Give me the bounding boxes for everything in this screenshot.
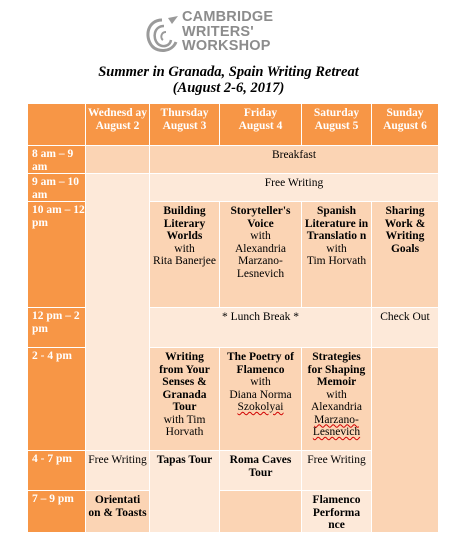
lunch-cell: * Lunch Break *: [150, 308, 372, 348]
fri-afternoon-session: The Poetry of Flamenco with Diana Norma Szokolyai: [220, 348, 302, 451]
logo-line-1: CAMBRIDGE: [182, 9, 274, 25]
wed-8am-cell: [86, 146, 150, 174]
day-header-sat: Saturday August 5: [302, 104, 372, 146]
time-10am: 10 am – 12 pm: [28, 202, 86, 308]
sat-evening-cell: Free Writing: [302, 451, 372, 491]
time-12pm: 12 pm – 2 pm: [28, 308, 86, 348]
workshop-logo: [142, 6, 314, 58]
checkout-cell: Check Out: [372, 308, 439, 348]
title-line-2: (August 2-6, 2017): [172, 80, 285, 96]
wed-evening-cell: Free Writing: [86, 451, 150, 491]
day-header-wed: Wednesd ay August 2: [86, 104, 150, 146]
corner-cell: [28, 104, 86, 146]
logo-line-3: WORKSHOP: [182, 38, 271, 54]
page-title: [0, 64, 457, 96]
sat-afternoon-session: Strategies for Shaping Memoir with Alexandria Marzano- Lesnevich: [302, 348, 372, 451]
roma-caves-cell: Roma Caves Tour: [220, 451, 302, 491]
fri-morning-session: Storyteller's Voice with Alexandria Marzano- Lesnevich: [220, 202, 302, 308]
free-writing-cell: Free Writing: [150, 174, 439, 202]
time-2pm: 2 - 4 pm: [28, 348, 86, 451]
thu-afternoon-session: Writing from Your Senses & Granada Tour with Tim Horvath: [150, 348, 220, 451]
day-header-fri: Friday August 4: [220, 104, 302, 146]
time-8am: 8 am – 9 am: [28, 146, 86, 174]
flamenco-cell: Flamenco Performa nce: [302, 491, 372, 533]
fri-night-cell: [220, 491, 302, 533]
quill-swirl-icon: [142, 16, 182, 54]
time-9am: 9 am – 10 am: [28, 174, 86, 202]
schedule-table: [27, 103, 439, 533]
sat-morning-session: Spanish Literature in Translatio n with Tim Horvath: [302, 202, 372, 308]
orientation-cell: Orientati on & Toasts: [86, 491, 150, 533]
row-9am: [28, 174, 439, 202]
breakfast-cell: Breakfast: [150, 146, 439, 174]
row-8am: [28, 146, 439, 174]
header-row: [28, 104, 439, 146]
sun-afternoon-cell: [372, 348, 439, 533]
sun-morning-session: Sharing Work & Writing Goals: [372, 202, 439, 308]
time-7pm: 7 – 9 pm: [28, 491, 86, 533]
logo-line-2: WRITERS': [182, 23, 254, 40]
wed-day-cell: [86, 174, 150, 451]
thu-morning-session: Building Literary Worlds with Rita Banerjee: [150, 202, 220, 308]
tapas-tour-cell: Tapas Tour: [150, 451, 220, 533]
day-header-sun: Sunday August 6: [372, 104, 439, 146]
day-header-thu: Thursday August 3: [150, 104, 220, 146]
title-line-1: Summer in Granada, Spain Writing Retreat: [98, 64, 359, 80]
time-4pm: 4 - 7 pm: [28, 451, 86, 491]
